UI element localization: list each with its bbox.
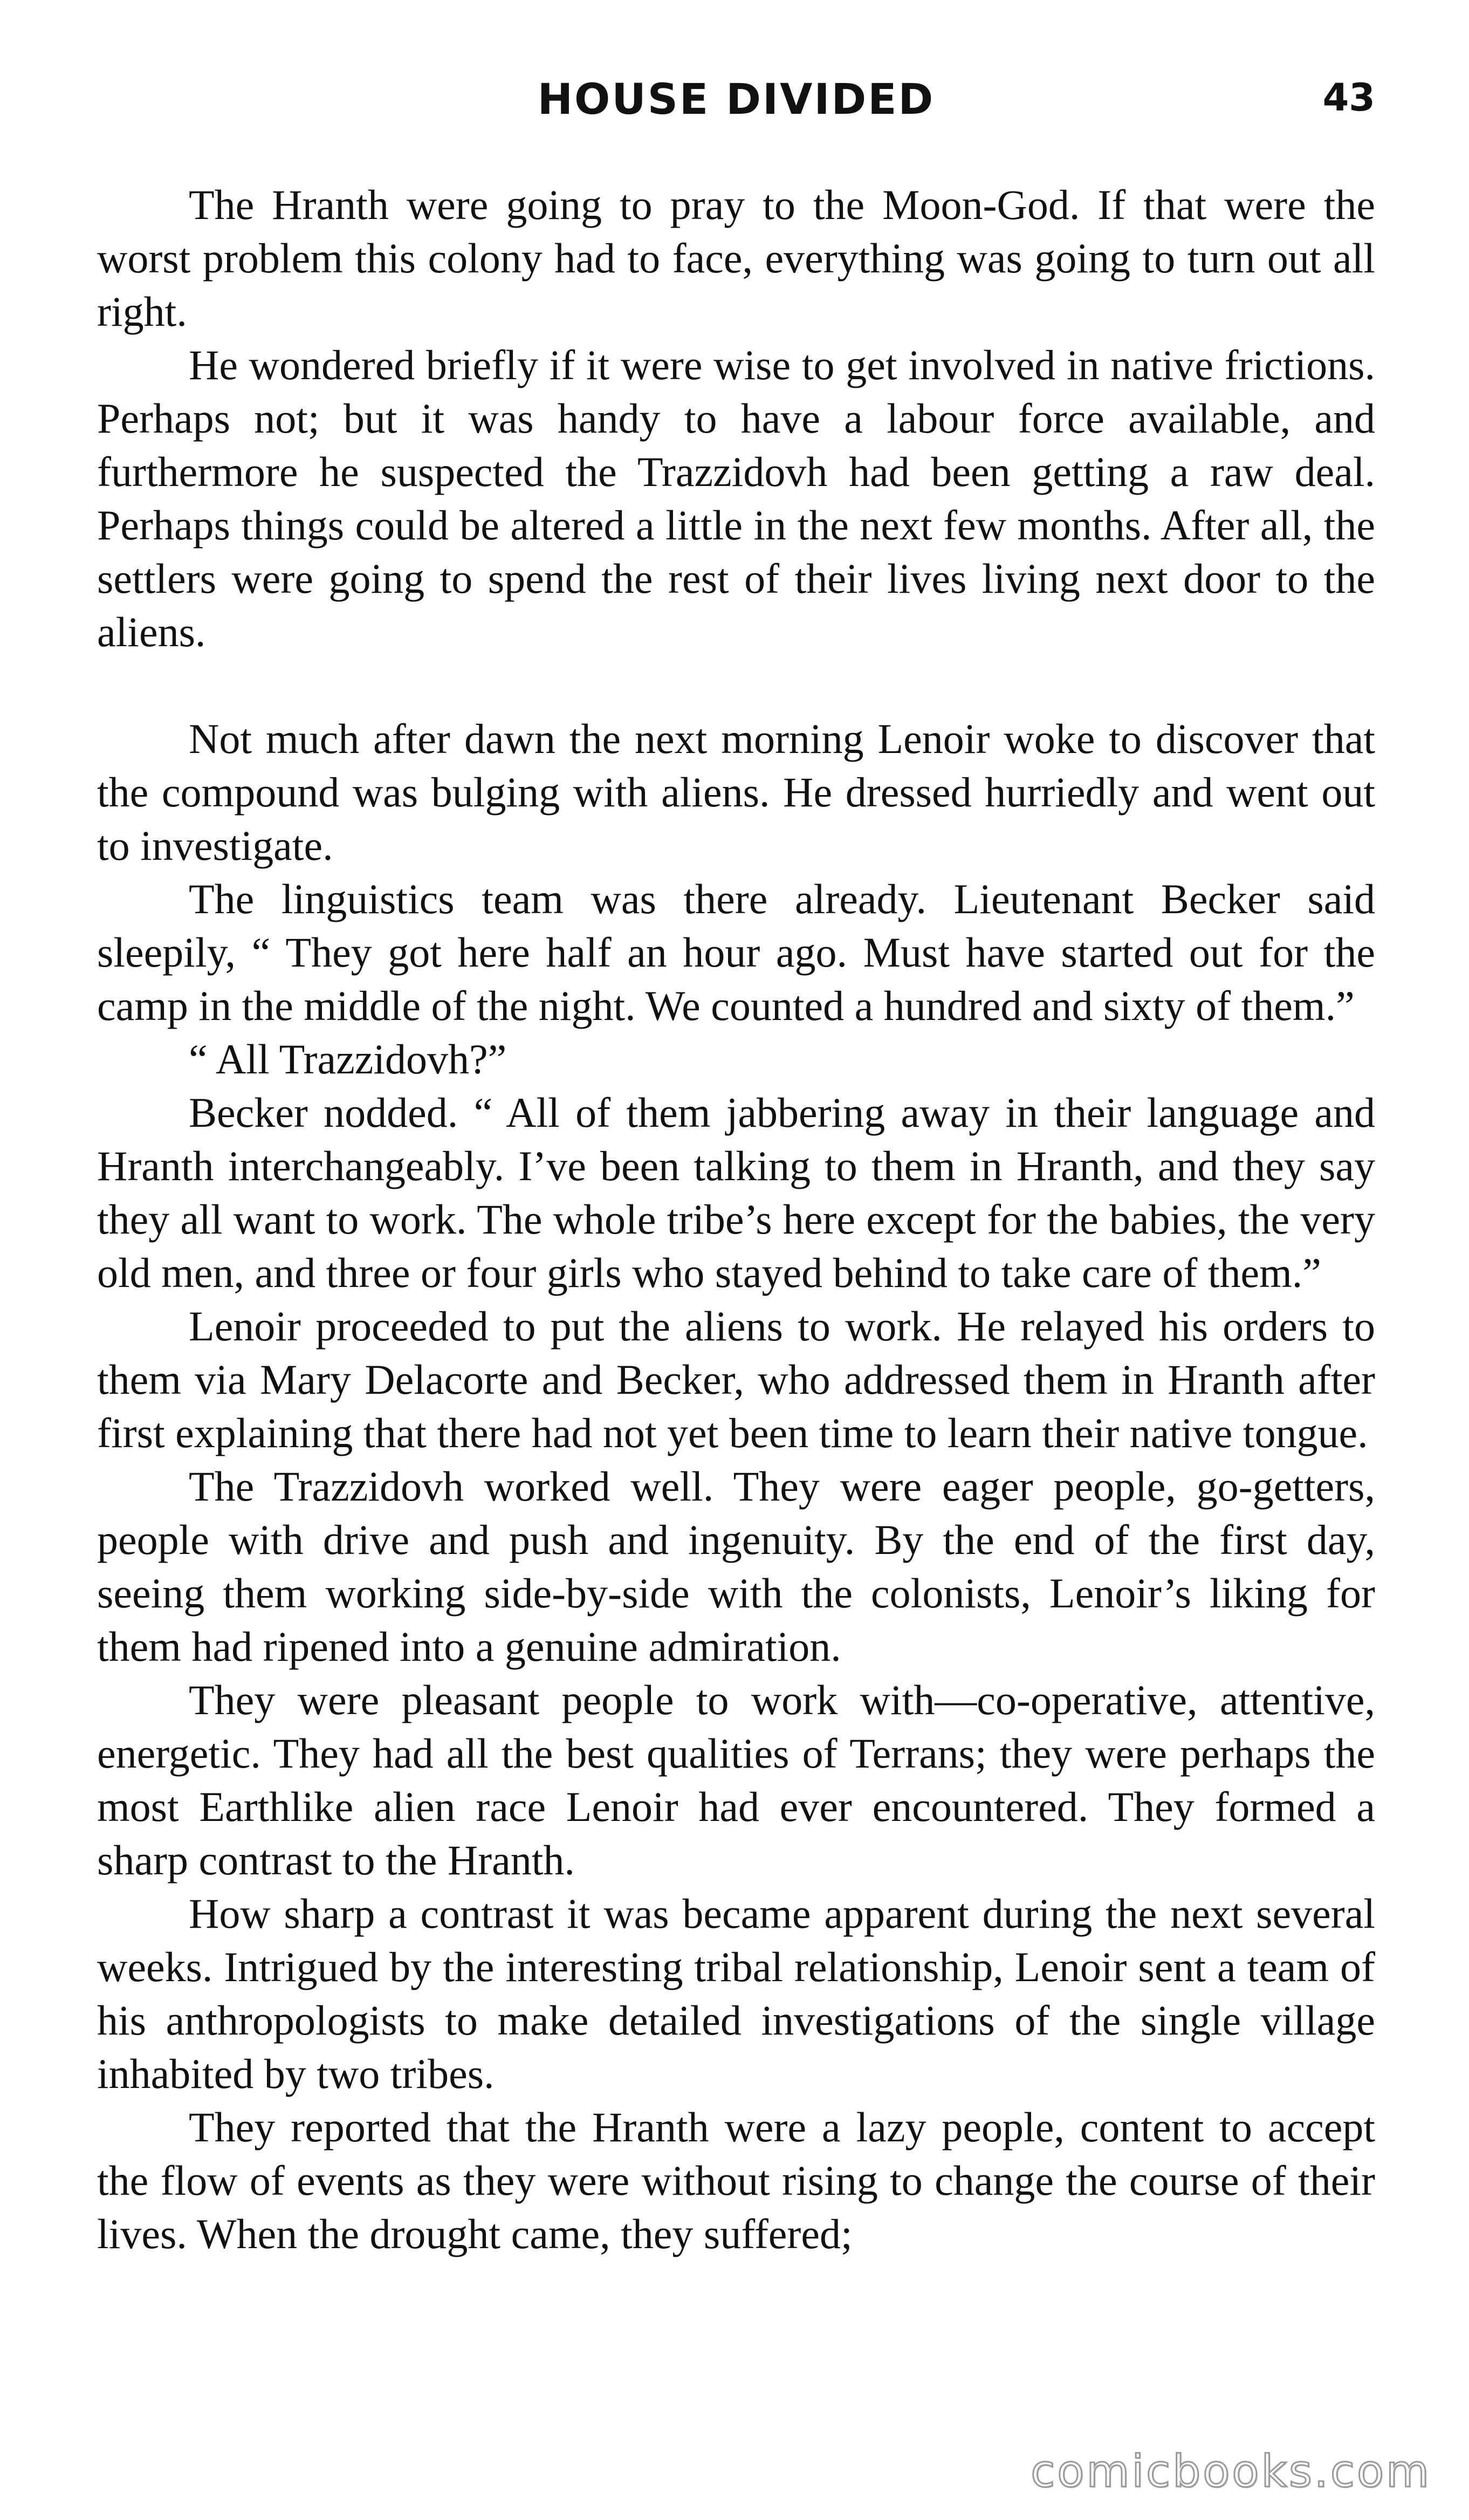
running-head: HOUSE DIVIDED xyxy=(537,76,935,124)
paragraph: How sharp a contrast it was became apparent during the next several weeks. Intrigued by the interesting tribal relationship, Lenoir sent a team of his anthropologists to make detailed investigations of the single village inhabited by two tribes. xyxy=(97,1890,1375,2097)
page-number: 43 xyxy=(1322,76,1375,120)
paragraph: “ All Trazzidovh?” xyxy=(189,1036,507,1083)
paragraph: They reported that the Hranth were a lazy people, content to accept the flow of events as they were without rising to change the course of their lives. When the drought came, they suffered; xyxy=(97,2104,1375,2257)
paragraph: The Hranth were going to pray to the Moon-God. If that were the worst problem this colony had to face, everything was going to turn out all right. xyxy=(97,181,1375,335)
paragraph: They were pleasant people to work with—co-operative, attentive, energetic. They had all the best qualities of Terrans; they were perhaps the most Earthlike alien race Lenoir had ever encountered. They formed a sharp contrast to the Hranth. xyxy=(97,1676,1375,1884)
body-text xyxy=(97,178,1375,2261)
paragraph: He wondered briefly if it were wise to get involved in native frictions. Perhaps not; but it was handy to have a labour force available, and furthermore he suspected the Trazzidovh had been getting a raw deal. Perhaps things could be altered a little in the next few months. After all, the settlers were going to spend the rest of their lives living next door to the aliens. xyxy=(97,341,1375,655)
paragraph: The linguistics team was there already. Lieutenant Becker said sleepily, “ They got here half an hour ago. Must have started out for the camp in the middle of the night. We counted a hundred and sixty of them.” xyxy=(97,875,1375,1029)
page-header xyxy=(97,76,1375,151)
paragraph: Not much after dawn the next morning Lenoir woke to discover that the compound was bulging with aliens. He dressed hurriedly and went out to investigate. xyxy=(97,715,1375,869)
paragraph: Lenoir proceeded to put the aliens to work. He relayed his orders to them via Mary Delacorte and Becker, who addressed them in Hranth after first explaining that there had not yet been time to learn their native tongue. xyxy=(97,1303,1375,1456)
paragraph: The Trazzidovh worked well. They were eager people, go-getters, people with drive and push and ingenuity. By the end of the first day, seeing them working side-by-side with the colonists, Lenoir’s liking for them had ripened into a genuine admiration. xyxy=(97,1463,1375,1670)
paragraph: Becker nodded. “ All of them jabbering away in their language and Hranth interchangeably. I’ve been talking to them in Hranth, and they say they all want to work. The whole tribe’s here except for the babies, the very old men, and three or four girls who stayed behind to take care of them.” xyxy=(97,1089,1375,1296)
watermark: comicbooks.com xyxy=(1031,2446,1431,2497)
